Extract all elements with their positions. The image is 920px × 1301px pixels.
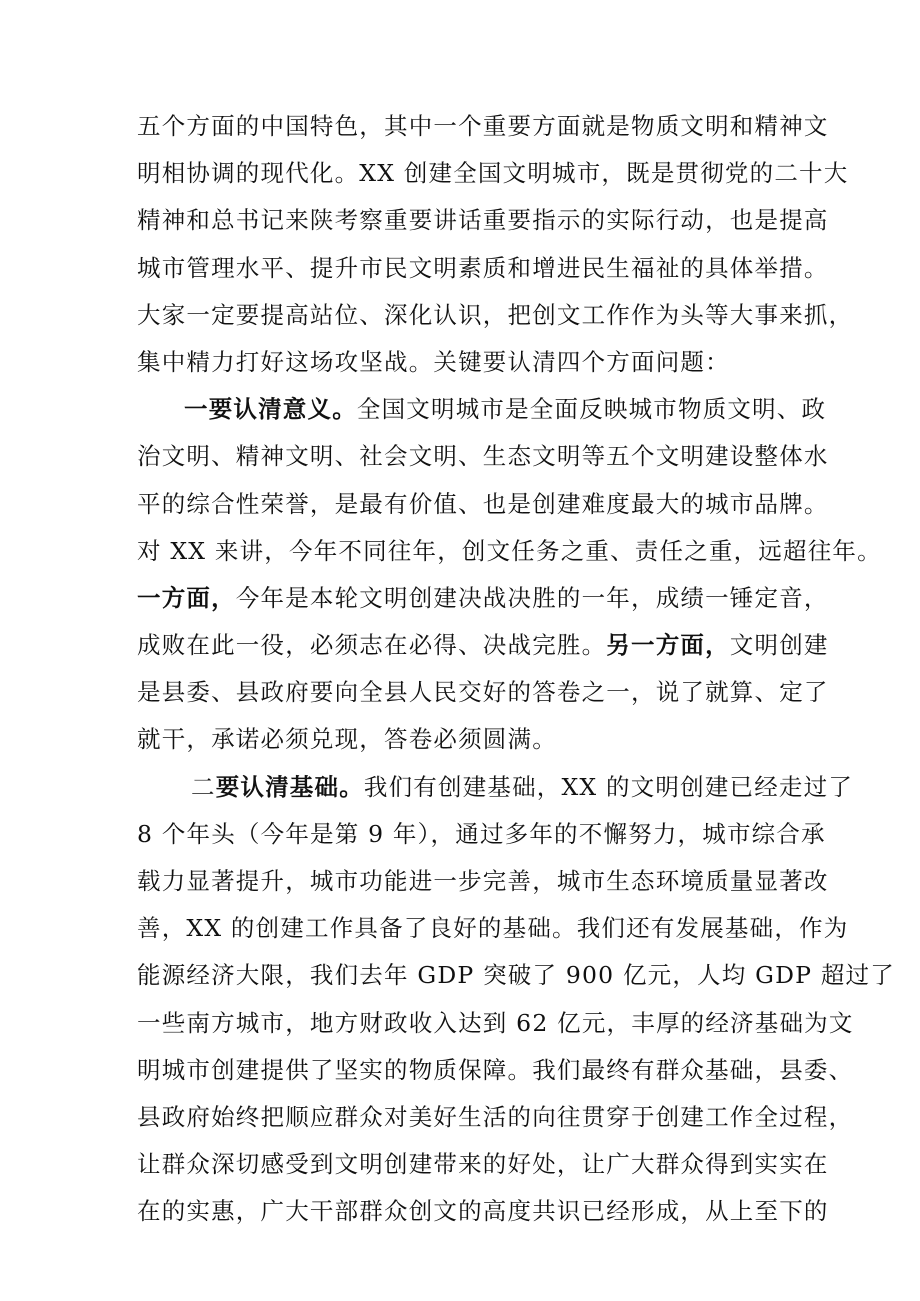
text-line: 城市管理水平、提升市民文明素质和增进民生福祉的具体举措。 xyxy=(137,253,829,282)
text-line: 一些南方城市，地方财政收入达到 62 亿元，丰厚的经济基础为文 xyxy=(137,1008,854,1037)
text-line: 平的综合性荣誉，是最有价值、也是创建难度最大的城市品牌。 xyxy=(137,489,829,518)
text-line: 是县委、县政府要向全县人民交好的答卷之一，说了就算、定了 xyxy=(137,678,829,707)
text-line: 精神和总书记来陕考察重要讲话重要指示的实际行动，也是提高 xyxy=(137,206,829,235)
text-line: 能源经济大限，我们去年 GDP 突破了 900 亿元，人均 GDP 超过了 xyxy=(137,961,895,990)
text-line: 在的实惠，广大干部群众创文的高度共识已经形成，从上至下的 xyxy=(137,1197,829,1226)
section2-first-line xyxy=(137,764,854,811)
first-aspect-label: 一方面， xyxy=(137,583,236,612)
section2-line1-text: 我们有创建基础，XX 的文明创建已经走过了 xyxy=(363,772,854,801)
text-line: 让群众深切感受到文明创建带来的好处，让广大群众得到实实在 xyxy=(137,1150,829,1179)
text-line: 载力显著提升，城市功能进一步完善，城市生态环境质量显著改 xyxy=(137,867,829,895)
line-after-first-aspect: 成败在此一役，必须志在必得、决战完胜。 xyxy=(137,631,607,660)
section1-aspect-line xyxy=(137,575,829,622)
document-body xyxy=(137,103,895,1236)
first-aspect-text: 今年是本轮文明创建决战决胜的一年，成绩一锤定音， xyxy=(235,583,829,612)
text-line: 集中精力打好这场攻坚战。关键要认清四个方面问题： xyxy=(137,347,730,376)
second-aspect-label: 另一方面， xyxy=(606,631,730,660)
text-line: 明城市创建提供了坚实的物质保障。我们最终有群众基础，县委、 xyxy=(137,1055,854,1084)
section1-second-aspect-line xyxy=(137,622,829,669)
text-line: 对 XX 来讲，今年不同往年，创文任务之重、责任之重，远超往年。 xyxy=(137,536,882,565)
text-line: 县政府始终把顺应群众对美好生活的向往贯穿于创建工作全过程， xyxy=(137,1102,854,1131)
second-aspect-text: 文明创建 xyxy=(729,631,829,660)
text-line: 8 个年头（今年是第 9 年），通过多年的不懈努力，城市综合承 xyxy=(137,819,826,848)
text-line: 大家一定要提高站位、深化认识，把创文工作作为头等大事来抓， xyxy=(137,300,854,329)
text-line: 善，XX 的创建工作具备了良好的基础。我们还有发展基础，作为 xyxy=(137,914,849,943)
section1-first-line xyxy=(137,386,827,433)
text-line: 五个方面的中国特色，其中一个重要方面就是物质文明和精神文 xyxy=(137,112,829,140)
section1-line1-text: 全国文明城市是全面反映城市物质文明、政 xyxy=(356,395,827,424)
section1-heading: 一要认清意义。 xyxy=(184,395,357,424)
text-line: 治文明、精神文明、社会文明、生态文明等五个文明建设整体水 xyxy=(137,442,829,471)
text-line: 就干，承诺必须兑现，答卷必须圆满。 xyxy=(137,725,557,754)
text-line: 明相协调的现代化。XX 创建全国文明城市，既是贯彻党的二十大 xyxy=(137,159,849,188)
section2-heading-prefix: 二 xyxy=(191,772,216,801)
section2-heading: 要认清基础。 xyxy=(215,772,364,801)
